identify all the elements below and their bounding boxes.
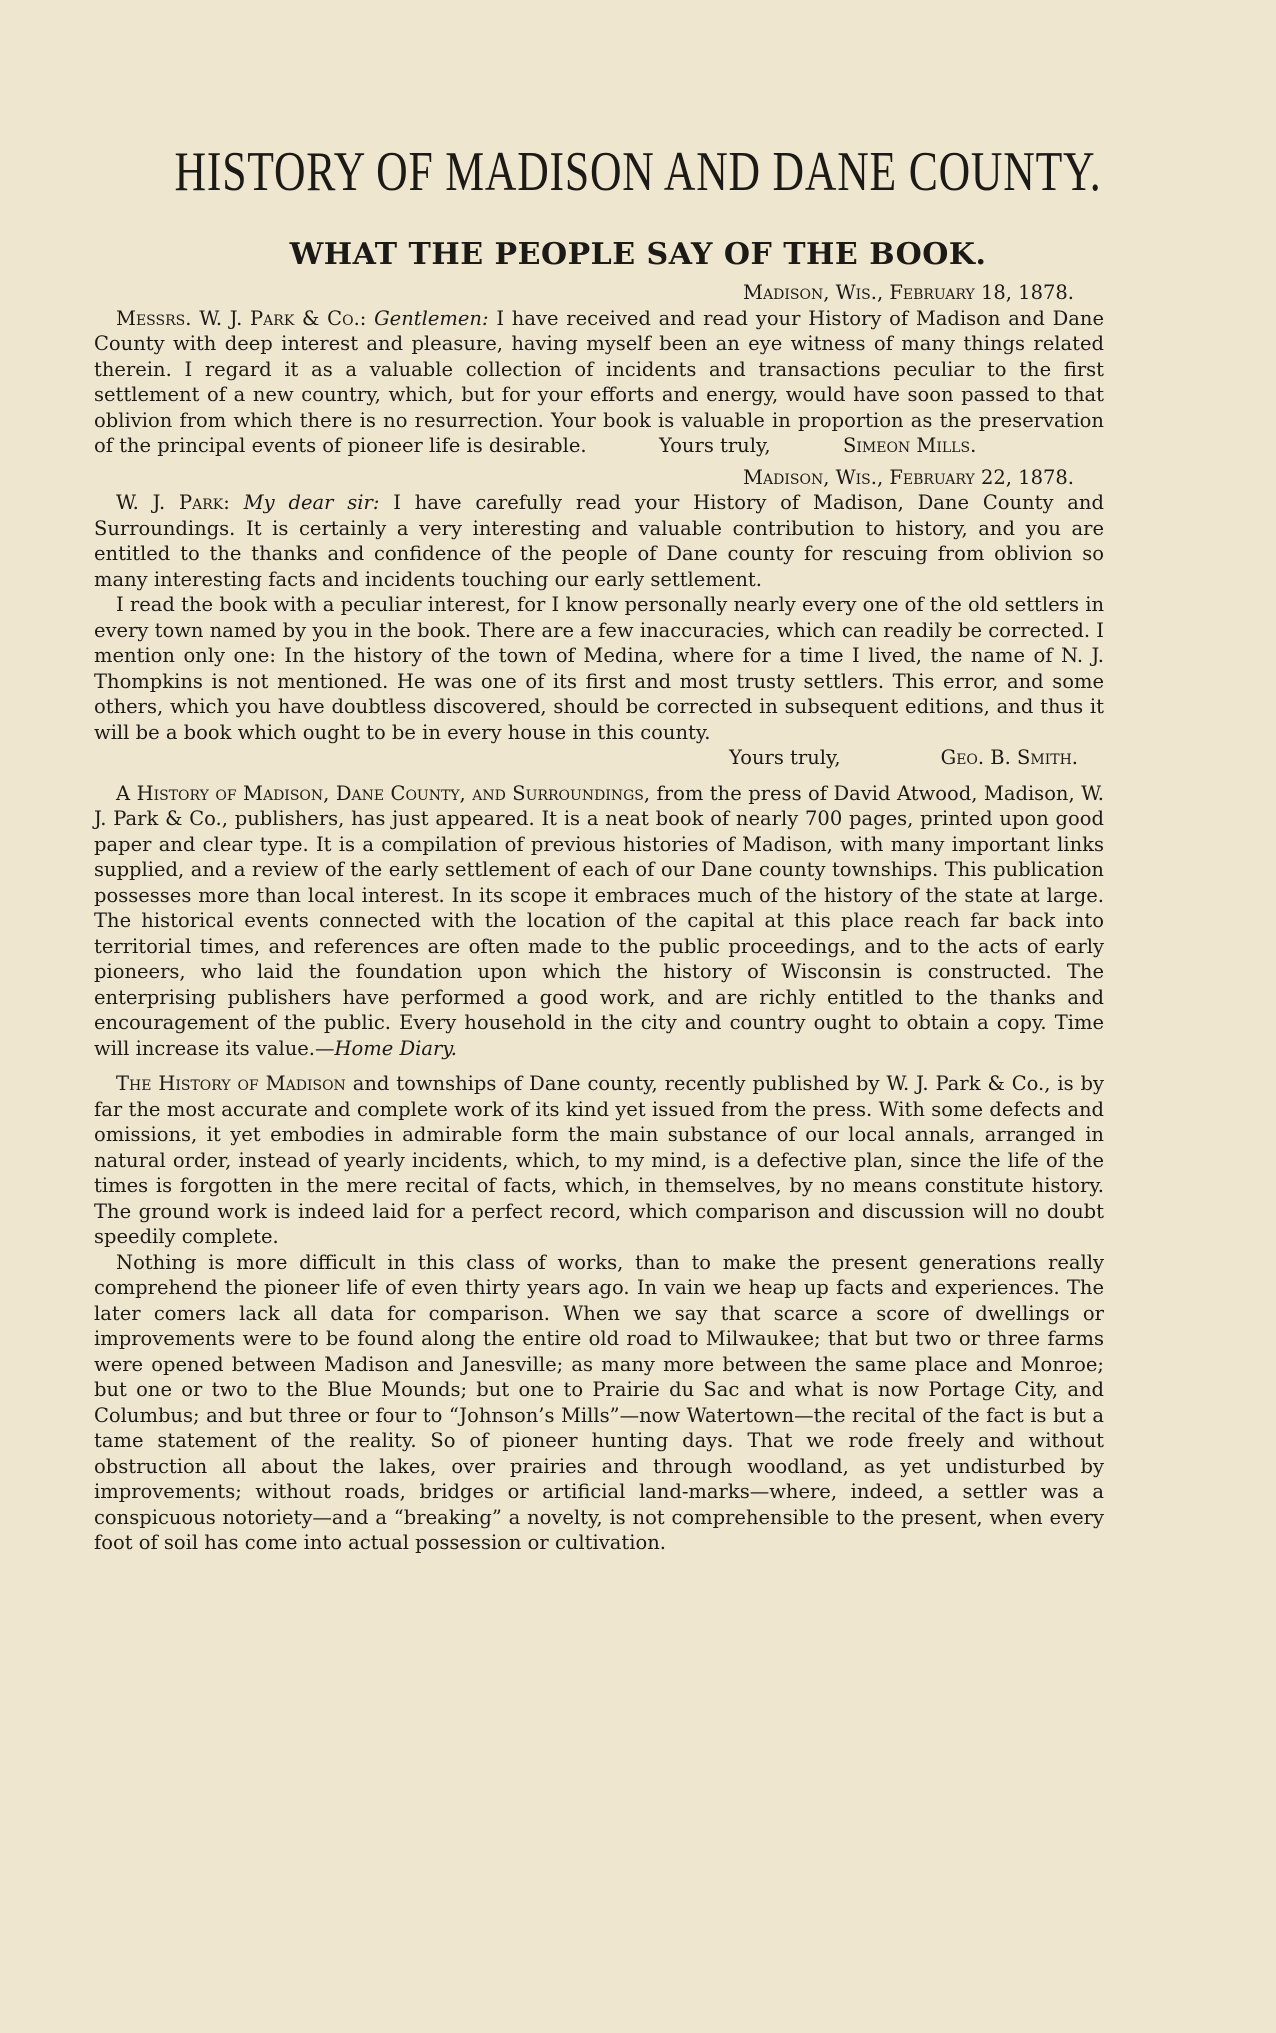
letter1-signature: Simeon Mills. (843, 434, 977, 457)
letter1-body (94, 306, 1104, 459)
review1-text: from the press of David Atwood, Madison, W. J. Park & Co., publishers, has just appeared. It is a neat book of nearly 700 pages, printed upon good paper and clear type. It is a compilation of previous histories of Madison, with many important links supplied, and a review of the early settlement of each of our Dane county townships. This publication possesses more than local interest. In its scope it embraces much of the history of the state at large. The historical events connected with the location of the capital at this place reach far back into territorial times, and references are often made to the public proceedings, and to the acts of early pioneers, who laid the foundation upon which the history of Wisconsin is constructed. The enterprising publishers have performed a good work, and are richly entitled to the thanks and encouragement of the public. Every household in the city and country ought to obtain a copy. Time will increase its value. (94, 781, 1105, 1060)
page-masthead: HISTORY OF MADISON AND DANE COUNTY. (174, 141, 1102, 203)
letter2-dateline: Madison, Wis., February 22, 1878. (743, 465, 1074, 489)
review1-paragraph (94, 781, 1104, 1062)
letter2-salutation: W. J. Park: (116, 491, 230, 514)
review2-lead: The History of Madison (116, 1072, 346, 1095)
review1-source: —Home Diary. (315, 1036, 457, 1060)
letter2-paragraph-2: I read the book with a peculiar interest, for I know personally nearly every one of the old settlers in every town named by you in the book. There are a few inaccuracies, which can readily be corrected. I mention only one: In the history of the town of Medina, where for a time I lived, the name of N. J. Thompkins is not mentioned. He was one of its first and most trusty settlers. This error, and some others, which you have doubtless discovered, should be corrected in subsequent editions, and thus it will be a book which ought to be in every house in this county. (94, 593, 1104, 744)
review2-text-1: and townships of Dane county, recently published by W. J. Park & Co., is by far the most accurate and complete work of its kind yet issued from the press. With some defects and omissions, it yet embodies in admirable form the main substance of our local annals, arranged in natural order, instead of yearly incidents, which, to my mind, is a defective plan, since the life of the times is forgotten in the mere recital of facts, which, in themselves, by no means constitute history. The ground work is indeed laid for a perfect record, which comparison and discussion will no doubt speedily complete. (94, 1072, 1104, 1248)
letter1-greeting: Gentlemen: (374, 306, 489, 330)
letter2-text-1: I have carefully read your History of Madison, Dane County and Surroundings. It is certainly a very interesting and valuable contribution to history, and you are entitled to the thanks and confidence of the people of Dane county for rescuing from oblivion so many interesting facts and incidents touching our early settlement. (94, 491, 1104, 591)
section-heading: WHAT THE PEOPLE SAY OF THE BOOK. (289, 237, 987, 272)
letter2-paragraph-1 (94, 490, 1104, 592)
letter1-closing: Yours truly, (659, 434, 771, 457)
letter1-dateline: Madison, Wis., February 18, 1878. (743, 281, 1074, 304)
letter1-salutation: Messrs. W. J. Park & Co.: (116, 306, 367, 330)
review2-paragraph-1 (94, 1071, 1104, 1250)
letter2-closing: Yours truly, (729, 746, 841, 769)
letter2-signoff (94, 745, 1104, 771)
letter2-signature: Geo. B. Smith. (940, 746, 1078, 769)
letter2-greeting: My dear sir: (243, 491, 380, 514)
review1-lead: A History of Madison, Dane County, and Surroundings, (116, 781, 651, 805)
review2-paragraph-2: Nothing is more difficult in this class of works, than to make the present generations really comprehend the pioneer life of even thirty years ago. In vain we heap up facts and experiences. The later comers lack all data for comparison. When we say that scarce a score of dwellings or improvements were to be found along the entire old road to Milwaukee; that but two or three farms were opened between Madison and Janesville; as many more between the same place and Monroe; but one or two to the Blue Mounds; but one to Prairie du Sac and what is now Portage City, and Columbus; and but three or four to “Johnson’s Mills”—now Watertown—the recital of the fact is but a tame statement of the reality. So of pioneer hunting days. That we rode freely and without obstruction all about the lakes, over prairies and through woodland, as yet undisturbed by improvements; without roads, bridges or artificial land-marks—where, indeed, a settler was a conspicuous notoriety—and a “breaking” a novelty, is not comprehensible to the present, when every foot of soil has come into actual possession or cultivation. (94, 1250, 1104, 1554)
letter1-text: I have received and read your History of Madison and Dane County with deep interest and pleasure, having myself been an eye witness of many things related therein. I regard it as a valuable collection of incidents and transactions peculiar to the first settlement of a new country, which, but for your efforts and energy, would have soon passed to that oblivion from which there is no resurrection. Your book is valuable in proportion as the preservation of the principal events of pioneer life is desirable. (94, 306, 1104, 457)
article-body (94, 280, 1104, 1556)
